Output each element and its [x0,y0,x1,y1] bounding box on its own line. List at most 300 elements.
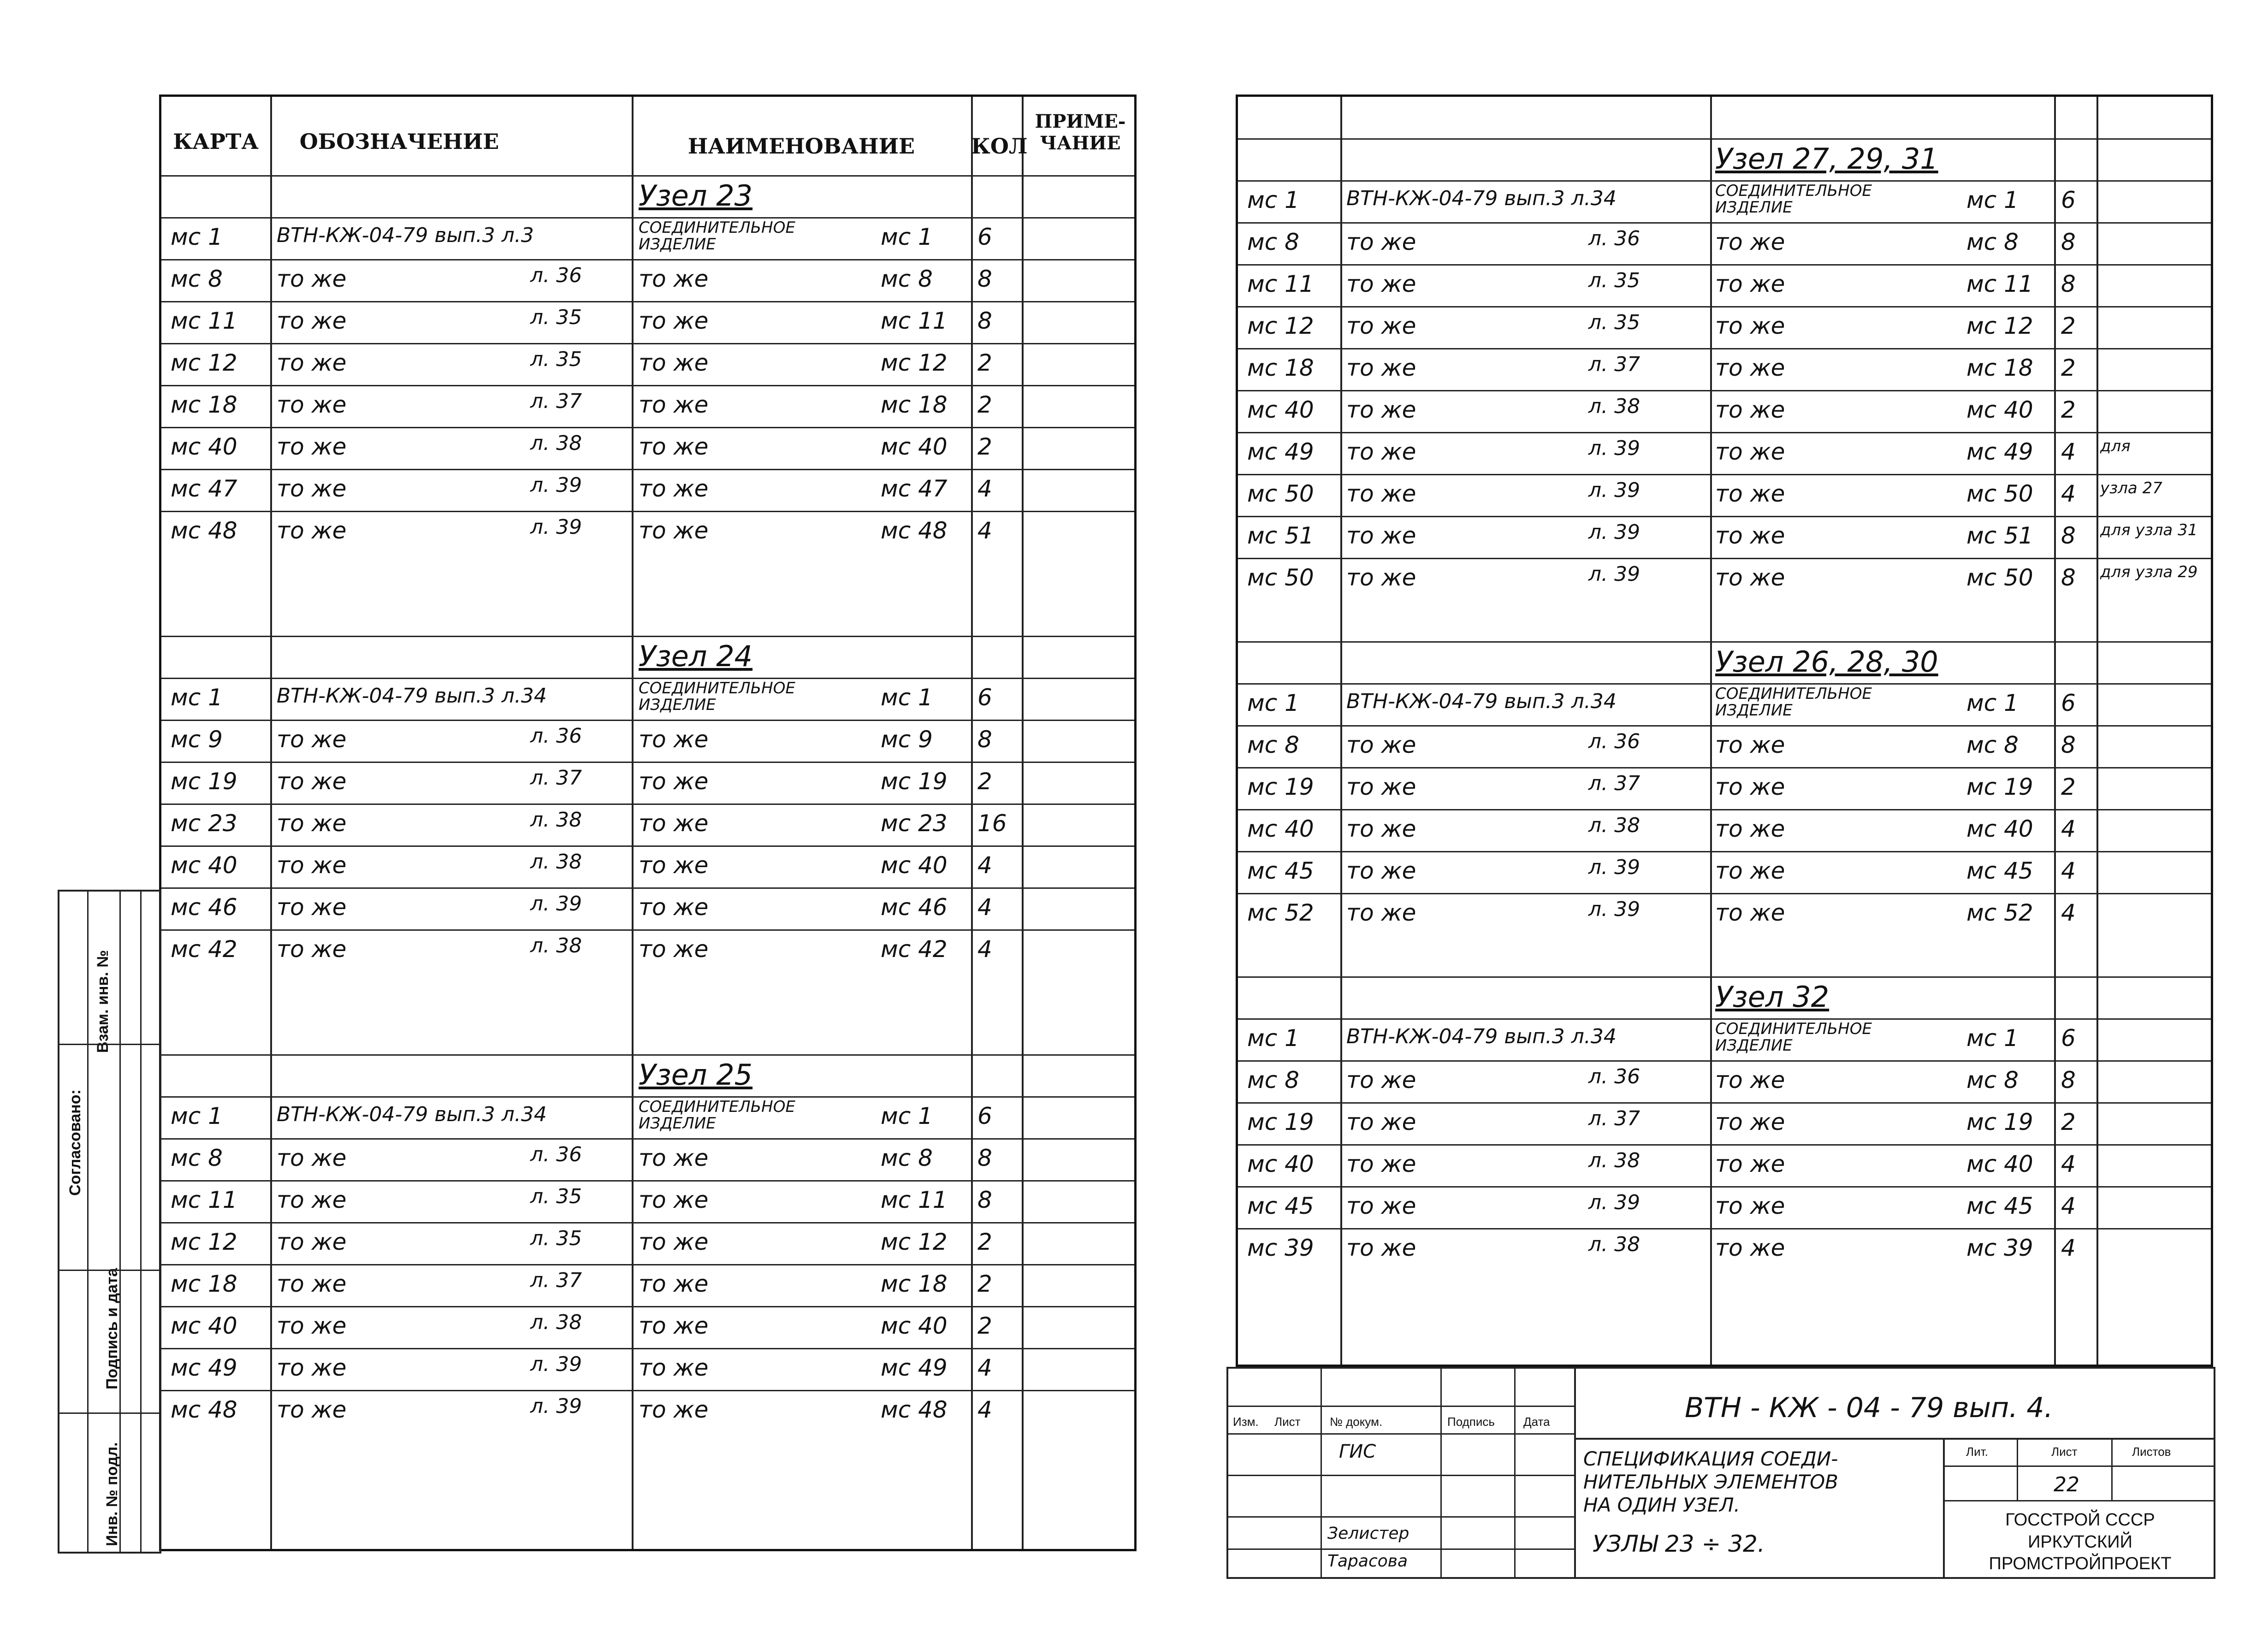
mark-cell: мс 46 [881,894,947,921]
mark-cell: мс 51 [1966,522,2033,549]
karta-cell: мс 18 [171,1270,237,1297]
oboznach-cell: то же [1346,1067,1416,1093]
col-divider [2096,97,2098,1365]
naimen-cell: то же [1715,1193,1785,1219]
qty-cell: 2 [977,1270,992,1297]
naimen-cell: СОЕДИНИТЕЛЬНОЕ ИЗДЕЛИЕ [639,679,795,714]
qty-cell: 2 [2061,774,2076,800]
karta-cell: мс 1 [171,684,223,711]
list-ref-cell: л. 38 [530,431,582,455]
oboznach-cell: то же [277,1187,347,1213]
table-row [161,1222,1134,1223]
table-row [161,1264,1134,1265]
naimen-cell: то же [1715,522,1785,549]
naimen-cell: то же [639,852,709,879]
mark-cell: мс 11 [881,307,947,334]
karta-cell: мс 8 [171,1145,223,1171]
qty-cell: 2 [2061,355,2076,381]
table-row [1238,1144,2211,1146]
naimen-cell: то же [1715,480,1785,507]
list-ref-cell: л. 36 [1588,1065,1640,1088]
naimen-cell: то же [1715,857,1785,884]
table-row [1238,348,2211,349]
oboznach-cell: то же [277,266,347,292]
qty-cell: 2 [977,1312,992,1339]
karta-cell: мс 46 [171,894,237,921]
oboznach-cell: то же [277,475,347,502]
table-row [161,887,1134,889]
qty-cell: 4 [977,894,992,921]
oboznach-cell: то же [277,810,347,837]
naimen-cell: СОЕДИНИТЕЛЬНОЕ ИЗДЕЛИЕ [1715,685,1872,720]
mark-cell: мс 8 [1966,229,2019,255]
lit-label: Лит. [1966,1445,1988,1459]
list-ref-cell: л. 35 [530,1227,582,1250]
naimen-cell: то же [1715,396,1785,423]
karta-cell: мс 48 [171,517,237,544]
h-doc: № докум. [1330,1415,1383,1429]
karta-cell: мс 49 [171,1354,237,1381]
list-ref-cell: л. 38 [530,934,582,957]
table-row [1238,725,2211,727]
qty-cell: 4 [2061,899,2076,926]
naimen-cell: то же [1715,355,1785,381]
mark-cell: мс 1 [1966,690,2019,716]
oboznach-cell: то же [1346,732,1416,758]
oboznach-cell: то же [1346,774,1416,800]
oboznach-cell: то же [277,1229,347,1255]
org-line-2: ИРКУТСКИЙ [2028,1532,2132,1552]
mark-cell: мс 23 [881,810,947,837]
table-row [161,469,1134,470]
list-ref-cell: л. 35 [1588,311,1640,334]
naimen-cell: то же [639,349,709,376]
oboznach-cell: то же [277,1145,347,1171]
mark-cell: мс 1 [881,1103,933,1129]
title-line-3: НА ОДИН УЗЕЛ. [1583,1494,1740,1516]
mark-cell: мс 19 [881,768,947,795]
oboznach-cell: то же [277,391,347,418]
qty-cell: 6 [2061,187,2076,213]
col-divider [270,97,272,1549]
list-ref-cell: л. 39 [1588,1191,1640,1214]
oboznach-cell: то же [277,433,347,460]
table-row [1238,432,2211,433]
group-title: Узел 24 [639,639,753,673]
qty-cell: 6 [2061,1025,2076,1052]
karta-cell: мс 1 [1247,187,1299,213]
qty-cell: 8 [2061,732,2076,758]
oboznach-cell: то же [1346,522,1416,549]
naimen-cell: то же [639,1145,709,1171]
table-row [161,720,1134,721]
mark-cell: мс 8 [881,266,933,292]
naimen-cell: СОЕДИНИТЕЛЬНОЕ ИЗДЕЛИЕ [639,219,795,254]
title-row-line [161,1054,1134,1056]
qty-cell: 8 [2061,1067,2076,1093]
qty-cell: 8 [977,726,992,753]
table-row [1238,809,2211,810]
mark-cell: мс 12 [1966,313,2033,339]
oboznach-cell: то же [277,936,347,963]
note-cell: узла 27 [2100,479,2162,497]
table-row [1238,558,2211,559]
list-ref-cell: л. 38 [530,850,582,874]
mark-cell: мс 11 [1966,271,2033,297]
list-ref-cell: л. 39 [1588,898,1640,921]
list-ref-cell: л. 38 [1588,1233,1640,1256]
oboznach-cell: то же [1346,899,1416,926]
mark-cell: мс 18 [881,391,947,418]
list-ref-cell: л. 39 [1588,479,1640,502]
list-ref-cell: л. 37 [1588,772,1640,795]
oboznach-cell: то же [277,768,347,795]
naimen-cell: то же [1715,313,1785,339]
name-zelister: Зелистер [1327,1524,1409,1543]
qty-cell: 8 [2061,522,2076,549]
mark-cell: мс 12 [881,349,947,376]
table-row [1238,264,2211,266]
naimen-cell: то же [639,391,709,418]
mark-cell: мс 18 [1966,355,2033,381]
naimen-cell: то же [1715,732,1785,758]
oboznach-cell: то же [1346,396,1416,423]
naimen-cell: то же [639,768,709,795]
mark-cell: мс 50 [1966,564,2033,591]
naimen-cell: то же [639,307,709,334]
title-line-4: УЗЛЫ 23 ÷ 32. [1593,1530,1765,1557]
mark-cell: мс 1 [1966,1025,2019,1052]
karta-cell: мс 18 [171,391,237,418]
naimen-cell: то же [1715,1151,1785,1177]
karta-cell: мс 12 [171,1229,237,1255]
mark-cell: мс 40 [1966,815,2033,842]
mark-cell: мс 1 [881,224,933,250]
oboznach-cell: ВТН-КЖ-04-79 вып.3 л.34 [277,684,547,708]
group-title: Узел 27, 29, 31 [1715,142,1938,176]
naimen-cell: то же [639,1354,709,1381]
table-row [1238,767,2211,768]
h-date: Дата [1523,1415,1550,1429]
oboznach-cell: то же [1346,313,1416,339]
list-ref-cell: л. 39 [530,892,582,916]
karta-cell: мс 11 [1247,271,1314,297]
karta-cell: мс 40 [171,852,237,879]
qty-cell: 8 [2061,229,2076,255]
table-row [161,301,1134,302]
oboznach-cell: то же [1346,438,1416,465]
title-line-1: СПЕЦИФИКАЦИЯ СОЕДИ- [1583,1448,1838,1470]
doc-code: ВТН - КЖ - 04 - 79 вып. 4. [1685,1392,2053,1424]
karta-cell: мс 42 [171,936,237,963]
qty-cell: 2 [977,349,992,376]
list-ref-cell: л. 37 [1588,1107,1640,1130]
oboznach-cell: ВТН-КЖ-04-79 вып.3 л.3 [277,224,534,247]
naimen-cell: то же [639,517,709,544]
karta-cell: мс 50 [1247,480,1314,507]
naimen-cell: то же [639,1187,709,1213]
list-ref-cell: л. 38 [1588,814,1640,837]
oboznach-cell: то же [277,1396,347,1423]
karta-cell: мс 1 [1247,690,1299,716]
mark-cell: мс 8 [881,1145,933,1171]
karta-cell: мс 49 [1247,438,1314,465]
title-row-line [1238,138,2211,140]
oboznach-cell: то же [1346,1151,1416,1177]
oboznach-cell: ВТН-КЖ-04-79 вып.3 л.34 [1346,1025,1617,1048]
mark-cell: мс 40 [881,1312,947,1339]
mark-cell: мс 40 [1966,1151,2033,1177]
oboznach-cell: то же [1346,1109,1416,1135]
karta-cell: мс 1 [171,1103,223,1129]
karta-cell: мс 23 [171,810,237,837]
qty-cell: 2 [977,1229,992,1255]
oboznach-cell: ВТН-КЖ-04-79 вып.3 л.34 [277,1103,547,1126]
naimen-cell: то же [1715,815,1785,842]
side-approval-stamp [58,890,161,1554]
table-row [1238,1186,2211,1188]
list-ref-cell: л. 39 [1588,437,1640,460]
oboznach-cell: то же [1346,1193,1416,1219]
list-ref-cell: л. 36 [530,1143,582,1166]
title-row-line [1238,976,2211,978]
header-prim: ПРИМЕ- ЧАНИЕ [1035,111,1126,154]
table-row [1238,474,2211,475]
karta-cell: мс 40 [1247,815,1314,842]
col-divider [971,97,973,1549]
karta-cell: мс 8 [1247,229,1299,255]
col-divider [1340,97,1342,1365]
karta-cell: мс 12 [1247,313,1314,339]
qty-cell: 4 [2061,480,2076,507]
mark-cell: мс 1 [881,684,933,711]
table-row [1238,1228,2211,1229]
karta-cell: мс 45 [1247,857,1314,884]
table-row [1238,893,2211,894]
qty-cell: 8 [977,307,992,334]
header-kol: КОЛ [971,134,1028,159]
left-spec-sheet [159,95,1137,1551]
naimen-cell: то же [1715,271,1785,297]
table-row [1238,222,2211,224]
list-ref-cell: л. 39 [530,473,582,497]
naimen-cell: то же [639,810,709,837]
naimen-cell: то же [1715,229,1785,255]
naimen-cell: то же [639,266,709,292]
mark-cell: мс 1 [1966,187,2019,213]
qty-cell: 6 [977,1103,992,1129]
karta-cell: мс 40 [171,1312,237,1339]
list-ref-cell: л. 39 [530,515,582,539]
karta-cell: мс 19 [1247,774,1314,800]
qty-cell: 2 [977,433,992,460]
mark-cell: мс 49 [1966,438,2033,465]
karta-cell: мс 47 [171,475,237,502]
naimen-cell: то же [639,433,709,460]
table-row [161,511,1134,512]
mark-cell: мс 48 [881,517,947,544]
mark-cell: мс 42 [881,936,947,963]
mark-cell: мс 47 [881,475,947,502]
qty-cell: 4 [977,1354,992,1381]
list-ref-cell: л. 38 [530,808,582,832]
list-ref-cell: л. 35 [530,1185,582,1208]
table-row [1238,851,2211,852]
mark-cell: мс 18 [881,1270,947,1297]
naimen-cell: СОЕДИНИТЕЛЬНОЕ ИЗДЕЛИЕ [639,1098,795,1133]
qty-cell: 2 [2061,396,2076,423]
list-ref-cell: л. 35 [530,306,582,329]
table-row [161,385,1134,386]
table-row [161,427,1134,428]
qty-cell: 8 [2061,271,2076,297]
list-ref-cell: л. 36 [530,264,582,287]
list-ref-cell: л. 38 [1588,1149,1640,1172]
org-line-3: ПРОМСТРОЙПРОЕКТ [1989,1554,2172,1573]
mark-cell: мс 19 [1966,1109,2033,1135]
qty-cell: 4 [2061,1235,2076,1261]
mark-cell: мс 8 [1966,732,2019,758]
oboznach-cell: ВТН-КЖ-04-79 вып.3 л.34 [1346,187,1617,210]
oboznach-cell: то же [1346,857,1416,884]
qty-cell: 16 [977,810,1007,837]
mark-cell: мс 9 [881,726,933,753]
karta-cell: мс 19 [1247,1109,1314,1135]
table-row [161,804,1134,805]
h-podp: Подпись [1447,1415,1495,1429]
col-divider [1022,97,1024,1549]
table-row [161,343,1134,344]
name-gis: ГИС [1339,1441,1376,1462]
oboznach-cell: то же [277,894,347,921]
oboznach-cell: то же [277,726,347,753]
table-row [1238,1102,2211,1104]
naimen-cell: то же [1715,564,1785,591]
karta-cell: мс 50 [1247,564,1314,591]
h-list: Лист [1274,1415,1301,1429]
qty-cell: 4 [977,517,992,544]
mark-cell: мс 40 [881,852,947,879]
oboznach-cell: то же [277,852,347,879]
list-ref-cell: л. 37 [530,766,582,790]
qty-cell: 8 [977,1187,992,1213]
karta-cell: мс 8 [1247,732,1299,758]
list-ref-cell: л. 39 [1588,520,1640,544]
oboznach-cell: ВТН-КЖ-04-79 вып.3 л.34 [1346,690,1617,713]
mark-cell: мс 45 [1966,1193,2033,1219]
mark-cell: мс 8 [1966,1067,2019,1093]
table-row [1238,516,2211,517]
title-row-line [1238,641,2211,643]
list-ref-cell: л. 36 [530,724,582,748]
list-ref-cell: л. 38 [530,1311,582,1334]
karta-cell: мс 51 [1247,522,1314,549]
mark-cell: мс 45 [1966,857,2033,884]
karta-cell: мс 11 [171,1187,237,1213]
karta-cell: мс 19 [171,768,237,795]
list-ref-cell: л. 39 [530,1395,582,1418]
qty-cell: 8 [2061,564,2076,591]
naimen-cell: то же [639,1270,709,1297]
mark-cell: мс 49 [881,1354,947,1381]
group-title: Узел 25 [639,1058,753,1092]
header-karta: КАРТА [173,129,259,154]
soglasovano-label: Согласовано: [66,1089,84,1196]
oboznach-cell: то же [277,517,347,544]
qty-cell: 8 [977,1145,992,1171]
mark-cell: мс 48 [881,1396,947,1423]
note-cell: для узла 29 [2100,563,2198,581]
inv-label: Инв. № подл. [103,1442,121,1546]
title-block [1226,1367,2215,1579]
list-ref-cell: л. 37 [530,390,582,413]
qty-cell: 4 [977,1396,992,1423]
header-oboznach: ОБОЗНАЧЕНИЕ [299,129,499,154]
group-title: Узел 32 [1715,980,1830,1014]
col-divider [1710,97,1712,1365]
oboznach-cell: то же [1346,1235,1416,1261]
title-row-line [161,175,1134,177]
table-row [1238,1060,2211,1062]
table-row [161,1306,1134,1307]
name-tarasova: Тарасова [1327,1552,1408,1571]
qty-cell: 2 [2061,313,2076,339]
table-row [161,259,1134,260]
naimen-cell: то же [639,1229,709,1255]
naimen-cell: СОЕДИНИТЕЛЬНОЕ ИЗДЕЛИЕ [1715,182,1872,217]
naimen-cell: то же [1715,438,1785,465]
qty-cell: 4 [2061,1193,2076,1219]
qty-cell: 6 [977,224,992,250]
list-ref-cell: л. 36 [1588,730,1640,753]
oboznach-cell: то же [1346,229,1416,255]
mark-cell: мс 40 [881,433,947,460]
oboznach-cell: то же [1346,271,1416,297]
title-line-2: НИТЕЛЬНЫХ ЭЛЕМЕНТОВ [1583,1471,1838,1493]
naimen-cell: то же [1715,1235,1785,1261]
naimen-cell: то же [1715,1067,1785,1093]
table-row [161,1390,1134,1391]
group-title: Узел 26, 28, 30 [1715,645,1938,679]
table-row [1238,390,2211,391]
karta-cell: мс 48 [171,1396,237,1423]
karta-cell: мс 1 [171,224,223,250]
qty-cell: 4 [2061,438,2076,465]
org-block [1943,1509,2217,1575]
qty-cell: 6 [977,684,992,711]
qty-cell: 2 [977,768,992,795]
qty-cell: 8 [977,266,992,292]
note-cell: для [2100,437,2131,455]
list-ref-cell: л. 39 [1588,856,1640,879]
vzam-label: Взам. инв. № [94,950,112,1053]
mark-cell: мс 39 [1966,1235,2033,1261]
naimen-cell: то же [639,936,709,963]
qty-cell: 2 [977,391,992,418]
karta-cell: мс 9 [171,726,223,753]
mark-cell: мс 12 [881,1229,947,1255]
right-spec-sheet [1236,95,2213,1367]
qty-cell: 4 [2061,815,2076,842]
karta-cell: мс 39 [1247,1235,1314,1261]
karta-cell: мс 1 [1247,1025,1299,1052]
naimen-cell: то же [1715,899,1785,926]
table-row [161,762,1134,763]
list-ref-cell: л. 37 [1588,353,1640,376]
oboznach-cell: то же [277,349,347,376]
qty-cell: 4 [977,852,992,879]
qty-cell: 4 [977,475,992,502]
